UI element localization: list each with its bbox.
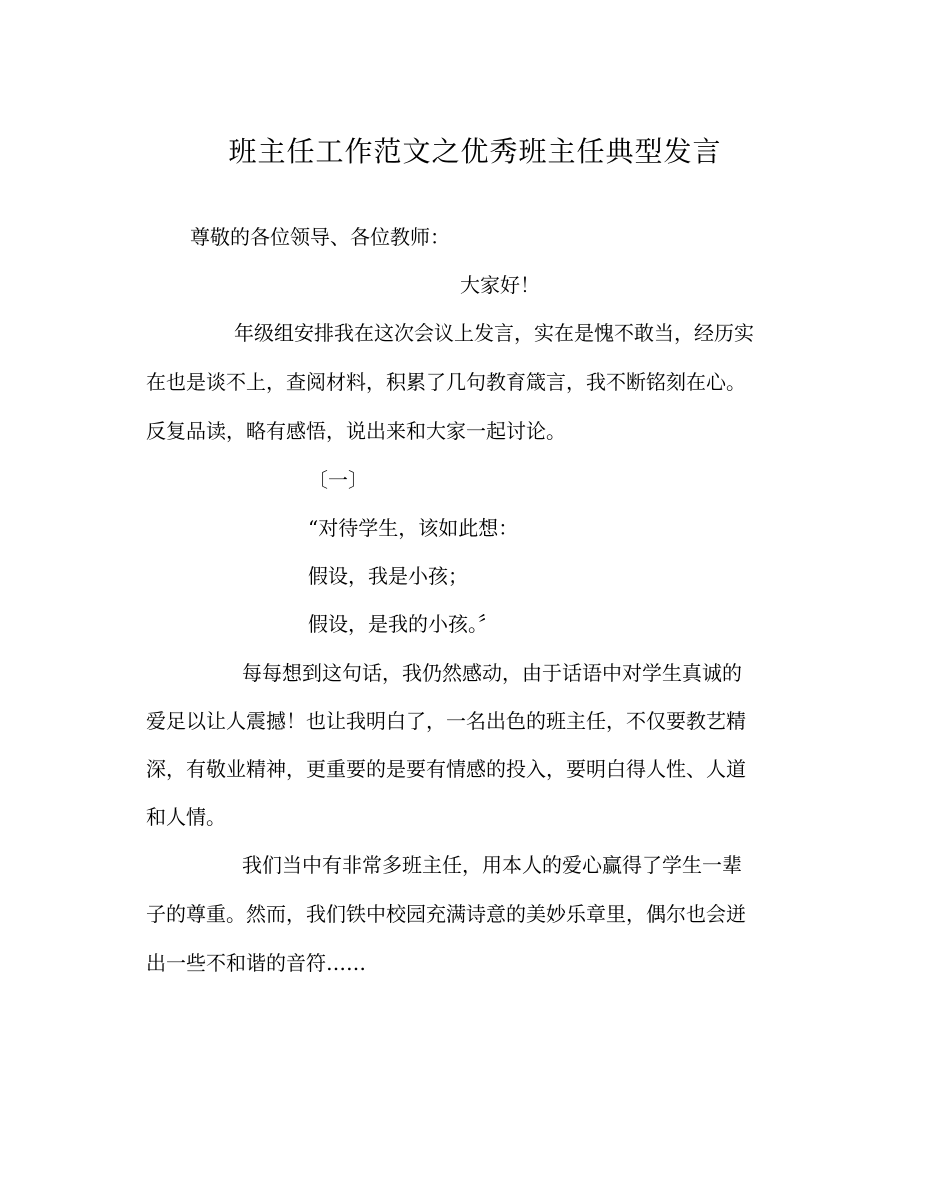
document-title: 班主任工作范文之优秀班主任典型发言: [228, 135, 722, 168]
paragraph1-line: 年级组安排我在这次会议上发言，实在是愧不敢当，经历实: [234, 321, 754, 345]
greeting-line: 尊敬的各位领导、各位教师：: [190, 225, 450, 249]
hello-line: 大家好！: [460, 273, 540, 297]
section-marker: 〔一〕: [308, 468, 368, 492]
paragraph1-line: 反复品读，略有感悟，说出来和大家一起讨论。: [146, 419, 566, 443]
quote-line: 假设，我是小孩；: [308, 564, 468, 588]
quote-line: 假设，是我的小孩。〞: [308, 612, 498, 636]
paragraph1-line: 在也是谈不上，查阅材料，积累了几句教育箴言，我不断铭刻在心。: [146, 370, 746, 394]
paragraph2-line: 深，有敬业精神，更重要的是要有情感的投入，要明白得人性、人道: [146, 757, 746, 781]
paragraph3-line: 我们当中有非常多班主任，用本人的爱心赢得了学生一辈: [242, 853, 742, 877]
paragraph2-line: 和人情。: [146, 805, 226, 829]
paragraph2-line: 每每想到这句话，我仍然感动，由于话语中对学生真诚的: [242, 661, 742, 685]
paragraph3-line: 子的尊重。然而，我们铁中校园充满诗意的美妙乐章里，偶尔也会迸: [146, 902, 746, 926]
quote-line: “对待学生，该如此想：: [308, 516, 519, 540]
paragraph3-line: 出一些不和谐的音符……: [146, 951, 366, 975]
paragraph2-line: 爱足以让人震撼！也让我明白了，一名出色的班主任，不仅要教艺精: [146, 709, 746, 733]
